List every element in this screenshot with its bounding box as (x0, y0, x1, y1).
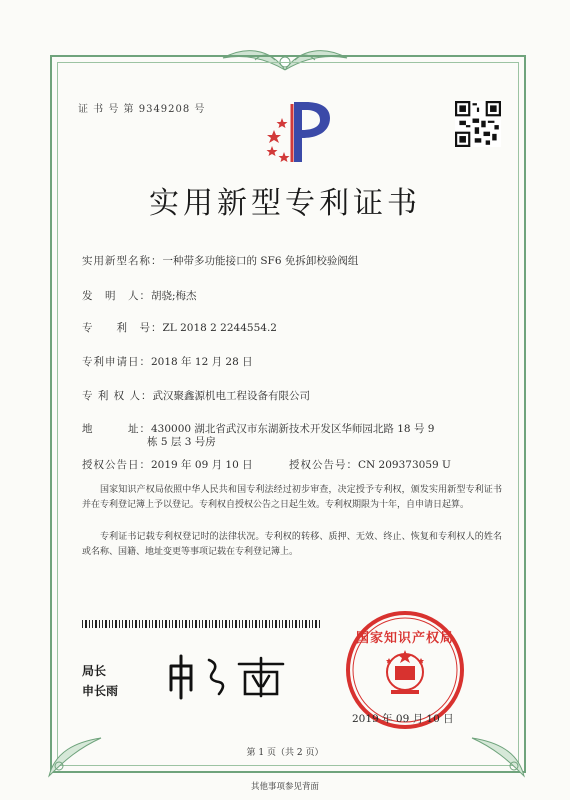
filing-date-value: 2018 年 12 月 28 日 (151, 356, 253, 368)
utility-model-name-label: 实用新型名称： (82, 255, 163, 267)
svg-text:国家知识产权局: 国家知识产权局 (355, 631, 455, 646)
address-label: 地 址： (82, 423, 151, 435)
patent-number-value: ZL 2018 2 2244554.2 (162, 322, 277, 334)
grant-number-value: CN 209373059 U (358, 459, 451, 471)
qr-code-icon (455, 101, 501, 147)
inventor-row (82, 288, 197, 303)
inventor-label: 发 明 人： (82, 290, 151, 302)
address-value-line2: 栋 5 层 3 号房 (147, 436, 216, 448)
inventor-value: 胡骁;梅杰 (151, 290, 197, 302)
patentee-row (82, 388, 310, 403)
grant-number-row (289, 457, 451, 472)
cnipa-logo-icon (262, 96, 336, 166)
grant-date-row (82, 457, 253, 472)
director-name: 申长雨 (82, 684, 119, 698)
certificate-title: 实用新型专利证书 (149, 186, 421, 221)
legal-status-paragraph: 专利证书记载专利权登记时的法律状况。专利权的转移、质押、无效、终止、恢复和专利权人的姓名或名称、国籍、地址变更等事项记载在专利登记簿上。 (82, 532, 502, 557)
patentee-label: 专 利 权 人： (82, 390, 153, 402)
grant-number-label: 授权公告号： (289, 459, 358, 471)
grant-date-label: 授权公告日： (82, 459, 151, 471)
filing-date-row (82, 354, 253, 369)
footer-note: 其他事项参见背面 (250, 782, 319, 792)
grant-date-value: 2019 年 09 月 10 日 (151, 459, 253, 471)
patent-number-label: 专 利 号： (82, 322, 163, 334)
patentee-value: 武汉聚鑫源机电工程设备有限公司 (152, 390, 311, 402)
certificate-number: 证 书 号 第 9349208 号 (78, 104, 206, 115)
seal-date: 2019 年 09 月 10 日 (352, 713, 454, 725)
grant-statement-paragraph: 国家知识产权局依照中华人民共和国专利法经过初步审查，决定授予专利权，颁发实用新型专利证书并在专利登记簿上予以登记。专利权自授权公告之日起生效。专利权期限为十年，自申请日起算。 (82, 485, 502, 510)
filing-date-label: 专利申请日： (82, 356, 151, 368)
address-row (82, 421, 434, 436)
handwritten-signature (165, 650, 295, 700)
address-value-line1: 430000 湖北省武汉市东湖新技术开发区华师园北路 18 号 9 (151, 423, 435, 435)
patent-number-row (82, 320, 277, 335)
director-title: 局长 (82, 664, 107, 678)
page-number: 第 1 页（共 2 页） (246, 748, 324, 758)
barcode-strip (82, 620, 322, 628)
utility-model-name-row (82, 253, 358, 268)
utility-model-name-value: 一种带多功能接口的 SF6 免拆卸校验阀组 (162, 255, 359, 267)
